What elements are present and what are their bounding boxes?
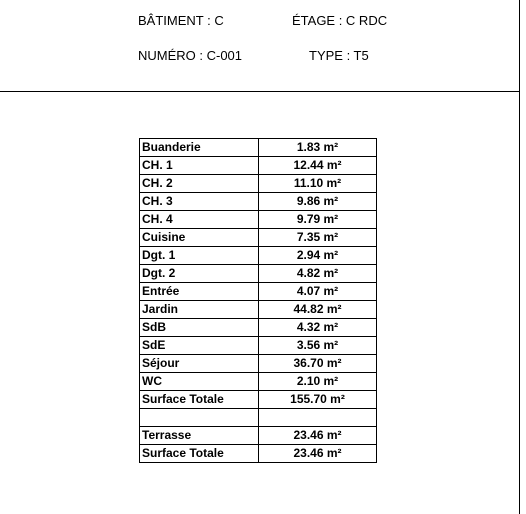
room-name: Dgt. 1 bbox=[140, 247, 259, 265]
room-area: 36.70 m² bbox=[259, 355, 377, 373]
total-exterior-area: 23.46 m² bbox=[259, 445, 377, 463]
room-area: 4.07 m² bbox=[259, 283, 377, 301]
type-label: TYPE : T5 bbox=[309, 48, 369, 63]
table-row bbox=[140, 337, 377, 355]
room-area: 23.46 m² bbox=[259, 427, 377, 445]
etage-label: ÉTAGE : C RDC bbox=[292, 13, 388, 28]
room-area: 2.10 m² bbox=[259, 373, 377, 391]
table-row bbox=[140, 175, 377, 193]
table-row bbox=[140, 211, 377, 229]
table-row bbox=[140, 229, 377, 247]
table-row bbox=[140, 193, 377, 211]
room-area: 11.10 m² bbox=[259, 175, 377, 193]
room-area: 12.44 m² bbox=[259, 157, 377, 175]
room-name: SdB bbox=[140, 319, 259, 337]
spacer-cell bbox=[140, 409, 259, 427]
room-name: Dgt. 2 bbox=[140, 265, 259, 283]
room-name: Entrée bbox=[140, 283, 259, 301]
room-name: CH. 4 bbox=[140, 211, 259, 229]
table-row bbox=[140, 265, 377, 283]
room-area: 44.82 m² bbox=[259, 301, 377, 319]
room-name: CH. 2 bbox=[140, 175, 259, 193]
room-area: 9.79 m² bbox=[259, 211, 377, 229]
table-row bbox=[140, 373, 377, 391]
table-row bbox=[140, 319, 377, 337]
header-panel bbox=[0, 0, 520, 92]
table-row bbox=[140, 355, 377, 373]
room-area: 4.32 m² bbox=[259, 319, 377, 337]
room-area: 7.35 m² bbox=[259, 229, 377, 247]
total-exterior-label: Surface Totale bbox=[140, 445, 259, 463]
table-row bbox=[140, 301, 377, 319]
table-row bbox=[140, 247, 377, 265]
room-area: 2.94 m² bbox=[259, 247, 377, 265]
room-name: SdE bbox=[140, 337, 259, 355]
room-area: 3.56 m² bbox=[259, 337, 377, 355]
batiment-label: BÂTIMENT : C bbox=[138, 13, 224, 28]
room-area: 4.82 m² bbox=[259, 265, 377, 283]
numero-label: NUMÉRO : C-001 bbox=[138, 48, 243, 63]
room-name: Terrasse bbox=[140, 427, 259, 445]
total-interior-row bbox=[140, 391, 377, 409]
room-name: CH. 3 bbox=[140, 193, 259, 211]
table-row bbox=[140, 157, 377, 175]
table-row bbox=[140, 427, 377, 445]
total-exterior-row bbox=[140, 445, 377, 463]
table-row bbox=[140, 283, 377, 301]
room-name: Jardin bbox=[140, 301, 259, 319]
total-interior-label: Surface Totale bbox=[140, 391, 259, 409]
room-name: CH. 1 bbox=[140, 157, 259, 175]
spacer-cell bbox=[259, 409, 377, 427]
room-area: 1.83 m² bbox=[259, 139, 377, 157]
room-area: 9.86 m² bbox=[259, 193, 377, 211]
spacer-row bbox=[140, 409, 377, 427]
room-name: Buanderie bbox=[140, 139, 259, 157]
room-name: Séjour bbox=[140, 355, 259, 373]
room-name: Cuisine bbox=[140, 229, 259, 247]
total-interior-area: 155.70 m² bbox=[259, 391, 377, 409]
table-row bbox=[140, 139, 377, 157]
room-name: WC bbox=[140, 373, 259, 391]
surface-table bbox=[139, 138, 377, 463]
